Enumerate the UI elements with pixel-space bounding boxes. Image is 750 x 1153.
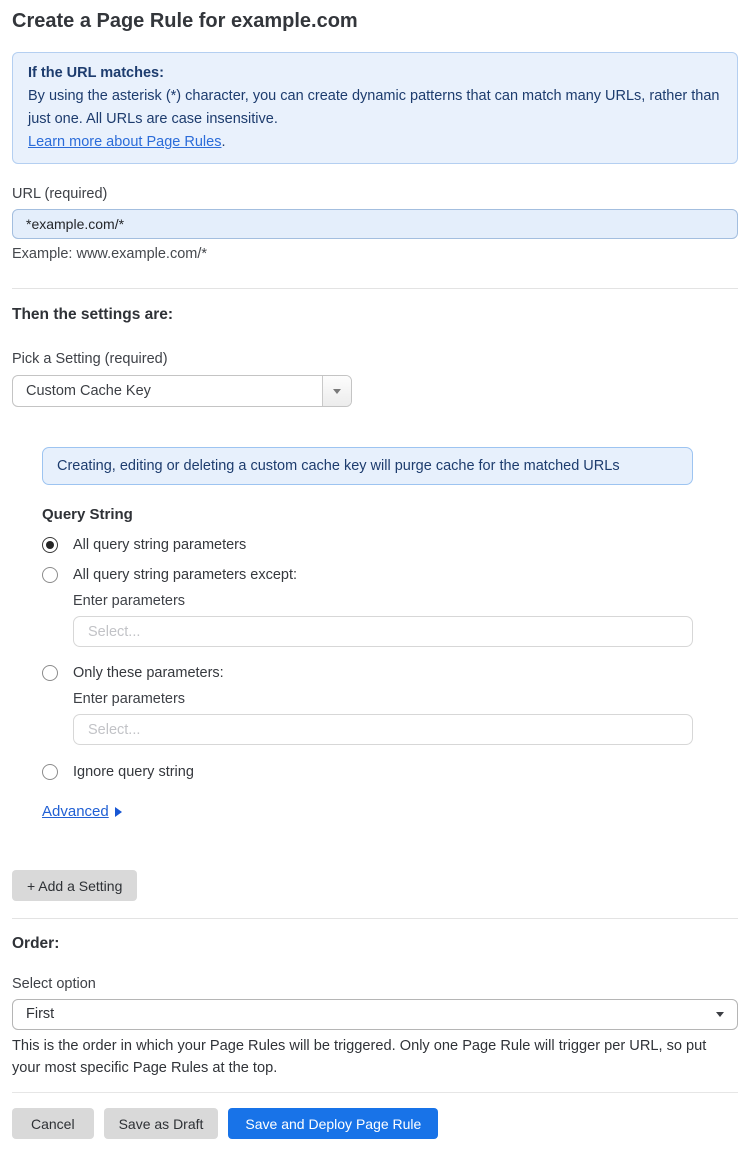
radio-button[interactable] <box>42 665 58 681</box>
url-helper: Example: www.example.com/* <box>12 246 208 262</box>
page-title: Create a Page Rule for example.com <box>12 10 358 32</box>
section-divider <box>12 918 738 919</box>
radio-label: Ignore query string <box>73 764 194 780</box>
order-select-value: First <box>26 1006 55 1022</box>
order-helper-text: This is the order in which your Page Rules will be triggered. Only one Page Rule will trigger per URL, so put your most specific Page Rules at the top. <box>12 1038 707 1076</box>
pick-setting-label: Pick a Setting (required) <box>12 351 168 367</box>
page-rule-form <box>0 8 750 1153</box>
cache-key-notice: Creating, editing or deleting a custom cache key will purge cache for the matched URLs <box>42 447 693 485</box>
radio-label: Only these parameters: <box>73 665 224 681</box>
radio-label: All query string parameters except: <box>73 567 298 583</box>
advanced-link[interactable]: Advanced <box>42 803 109 820</box>
learn-more-link[interactable]: Learn more about Page Rules <box>28 134 222 150</box>
link-suffix: . <box>221 134 226 150</box>
url-input[interactable] <box>12 209 738 239</box>
select-option-label: Select option <box>12 976 96 992</box>
section-divider <box>12 288 738 289</box>
footer-actions <box>12 1108 738 1153</box>
radio-option-all-except[interactable] <box>42 567 738 583</box>
radio-option-ignore-query[interactable] <box>42 764 738 780</box>
enter-parameters-label: Enter parameters <box>73 593 186 609</box>
cancel-button[interactable]: Cancel <box>12 1108 94 1139</box>
save-draft-button[interactable]: Save as Draft <box>104 1108 219 1139</box>
radio-option-all-params[interactable] <box>42 537 738 553</box>
enter-parameters-label: Enter parameters <box>73 691 186 707</box>
radio-button[interactable] <box>42 537 58 553</box>
order-select[interactable] <box>12 999 738 1030</box>
except-parameters-input[interactable] <box>73 616 693 647</box>
order-heading: Order: <box>12 935 60 952</box>
info-box-body: By using the asterisk (*) character, you can create dynamic patterns that can match many URLs, rather than just one. All URLs are case insensitive. <box>28 88 720 127</box>
setting-select-arrow-button[interactable] <box>322 376 351 406</box>
url-label: URL (required) <box>12 186 108 202</box>
radio-button[interactable] <box>42 764 58 780</box>
info-box-link-line <box>28 131 722 154</box>
radio-label: All query string parameters <box>73 537 247 553</box>
footer-divider <box>12 1092 738 1093</box>
info-box-heading: If the URL matches: <box>28 65 164 81</box>
chevron-down-icon <box>333 389 341 394</box>
advanced-toggle[interactable] <box>42 803 122 820</box>
only-parameters-input[interactable] <box>73 714 693 745</box>
radio-button[interactable] <box>42 567 58 583</box>
save-deploy-button[interactable]: Save and Deploy Page Rule <box>228 1108 438 1139</box>
settings-heading: Then the settings are: <box>12 306 174 323</box>
except-parameters-block <box>73 593 738 647</box>
add-setting-button[interactable]: + Add a Setting <box>12 870 137 901</box>
chevron-right-icon <box>115 807 122 817</box>
setting-select-value: Custom Cache Key <box>26 383 151 399</box>
setting-select[interactable] <box>12 375 352 407</box>
radio-option-only-these[interactable] <box>42 665 738 681</box>
query-string-heading: Query String <box>42 506 133 523</box>
chevron-down-icon <box>716 1012 724 1017</box>
url-match-info-box <box>12 52 738 164</box>
only-parameters-block <box>73 691 738 745</box>
